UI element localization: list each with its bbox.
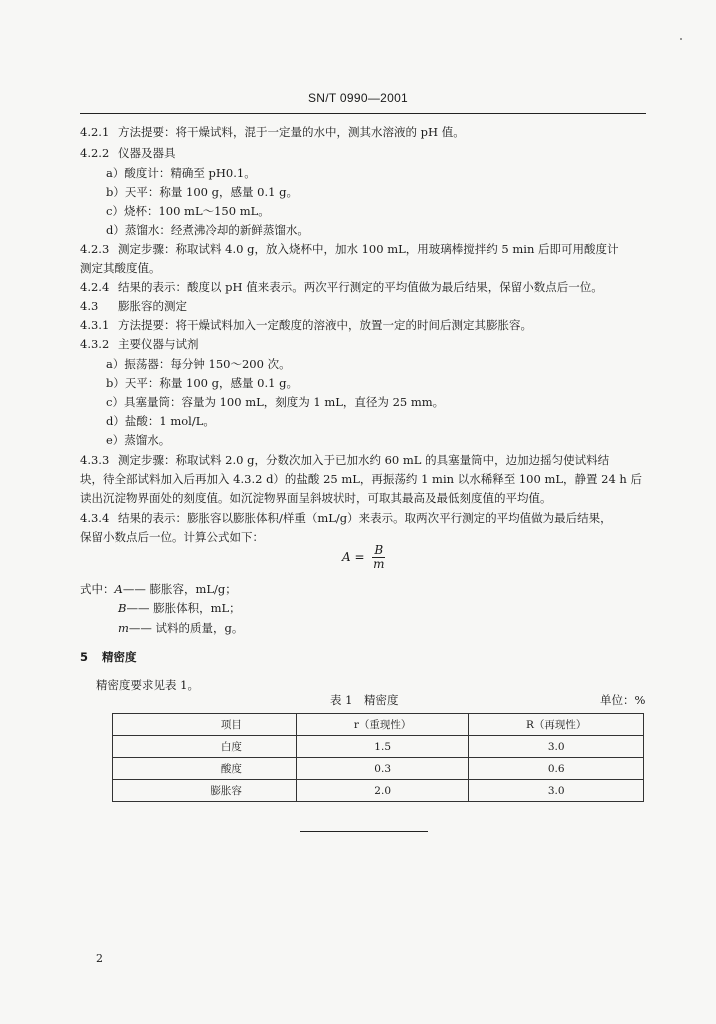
where-intro: 式中：	[80, 582, 115, 596]
table-cell: 1.5	[296, 736, 469, 758]
where-line-b	[118, 599, 241, 617]
section-number: 5	[80, 650, 89, 664]
table-cell: 0.6	[469, 758, 644, 780]
where-desc: —— 试料的质量，g。	[128, 621, 244, 635]
clause-4-3-4	[80, 509, 612, 527]
clause-4-2-3	[80, 240, 619, 258]
table-cell: 0.3	[296, 758, 469, 780]
table-cell: 酸度	[113, 758, 297, 780]
formula-lhs: A	[342, 550, 351, 564]
clause-4-2-2	[80, 144, 176, 162]
table-cell: 白度	[113, 736, 297, 758]
clause-text: 测定步骤：称取试料 4.0 g，放入烧杯中，加水 100 mL，用玻璃棒搅拌约 5 min 后即可用酸度计	[118, 242, 619, 256]
clause-number: 4.2.1	[80, 125, 110, 139]
list-item: b）天平：称量 100 g，感量 0.1 g。	[106, 185, 298, 199]
clause-continuation: 保留小数点后一位。计算公式如下：	[80, 530, 264, 544]
formula-fraction	[372, 544, 385, 571]
page-header: SN/T 0990—2001	[307, 91, 409, 105]
list-item: a）酸度计：精确至 pH0.1。	[106, 166, 256, 180]
where-line-m	[118, 619, 243, 637]
clause-number: 4.3.2	[80, 337, 110, 351]
clause-text: 方法提要：将干燥试料加入一定酸度的溶液中，放置一定的时间后测定其膨胀容。	[118, 318, 532, 332]
clause-number: 4.3.1	[80, 318, 110, 332]
where-symbol: B	[118, 601, 127, 615]
header-rule	[80, 113, 646, 114]
section-5-text: 精密度要求见表 1。	[96, 678, 199, 692]
clause-number: 4.2.2	[80, 146, 110, 160]
clause-text: 方法提要：将干燥试料，混于一定量的水中，测其水溶液的 pH 值。	[118, 125, 465, 139]
clause-4-3-1	[80, 316, 532, 334]
table-row	[113, 736, 644, 758]
end-rule	[300, 831, 428, 832]
formula-numerator: B	[374, 543, 384, 557]
table-header-cell: r（重现性）	[296, 714, 469, 736]
list-item: a）振荡器：每分钟 150～200 次。	[106, 357, 291, 371]
table-header-cell: 项目	[113, 714, 297, 736]
clause-4-2-4	[80, 278, 603, 296]
list-item: b）天平：称量 100 g，感量 0.1 g。	[106, 376, 298, 390]
list-item: d）蒸馏水：经煮沸冷却的新鲜蒸馏水。	[106, 223, 309, 237]
scan-speck	[680, 38, 682, 40]
clause-text: 结果的表示：膨胀容以膨胀体积/样重（mL/g）来表示。取两次平行测定的平均值做为最后结果，	[118, 511, 612, 525]
precision-table	[112, 713, 644, 802]
list-item: d）盐酸：1 mol/L。	[106, 414, 215, 428]
clause-number: 4.3	[80, 299, 99, 313]
clause-4-3-3	[80, 451, 609, 469]
formula	[342, 544, 385, 571]
table-cell: 3.0	[469, 736, 644, 758]
where-desc: —— 膨胀容，mL/g；	[122, 582, 237, 596]
formula-equals: =	[354, 550, 365, 564]
clause-text: 结果的表示：酸度以 pH 值来表示。两次平行测定的平均值做为最后结果，保留小数点后一位。	[118, 280, 603, 294]
section-5-heading	[80, 648, 137, 666]
clause-number: 4.3.4	[80, 511, 110, 525]
table-cell: 膨胀容	[113, 780, 297, 802]
clause-text: 仪器及器具	[118, 146, 176, 160]
clause-4-3	[80, 297, 187, 315]
table-row	[113, 780, 644, 802]
table-cell: 2.0	[296, 780, 469, 802]
table-unit: 单位：%	[600, 693, 646, 707]
clause-number: 4.2.3	[80, 242, 110, 256]
section-title: 精密度	[102, 650, 137, 664]
table-header-cell: R（再现性）	[469, 714, 644, 736]
table-header-row	[113, 714, 644, 736]
where-desc: —— 膨胀体积，mL；	[126, 601, 241, 615]
list-item: c）具塞量筒：容量为 100 mL，刻度为 1 mL，直径为 25 mm。	[106, 395, 445, 409]
clause-text: 主要仪器与试剂	[118, 337, 199, 351]
list-item: e）蒸馏水。	[106, 433, 171, 447]
clause-number: 4.2.4	[80, 280, 110, 294]
list-item: c）烧杯：100 mL～150 mL。	[106, 204, 270, 218]
where-symbol: m	[118, 621, 129, 635]
clause-number: 4.3.3	[80, 453, 110, 467]
table-row	[113, 758, 644, 780]
page-number: 2	[96, 952, 103, 965]
table-cell: 3.0	[469, 780, 644, 802]
clause-4-3-2	[80, 335, 199, 353]
clause-continuation: 测定其酸度值。	[80, 261, 161, 275]
where-symbol: A	[114, 582, 123, 596]
clause-continuation: 读出沉淀物界面处的刻度值。如沉淀物界面呈斜坡状时，可取其最高及最低刻度值的平均值。	[80, 491, 552, 505]
clause-text: 膨胀容的测定	[118, 299, 187, 313]
clause-4-2-1	[80, 123, 465, 141]
where-line-a	[80, 580, 237, 598]
table-caption: 表 1 精密度	[330, 693, 399, 707]
clause-text: 测定步骤：称取试料 2.0 g，分数次加入于已加水约 60 mL 的具塞量筒中，边加边摇匀使试料结	[118, 453, 610, 467]
formula-denominator: m	[373, 557, 385, 571]
clause-continuation: 块，待全部试料加入后再加入 4.3.2 d）的盐酸 25 mL，再振荡约 1 min 以水稀释至 100 mL，静置 24 h 后	[80, 472, 642, 486]
